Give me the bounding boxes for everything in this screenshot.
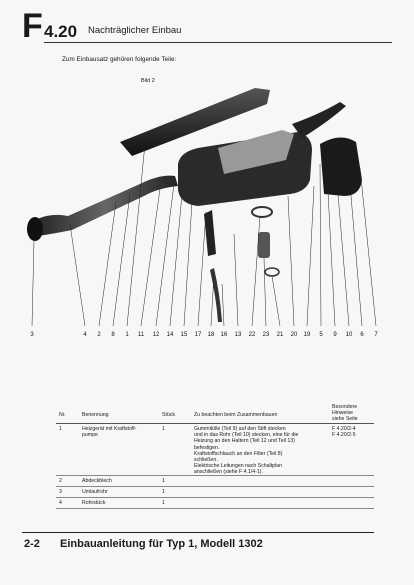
col-verweis-line: Hinweise (332, 410, 354, 417)
callout-20: 20 (290, 332, 298, 338)
callout-21: 21 (276, 332, 284, 338)
callout-12: 12 (152, 332, 160, 338)
callout-7: 7 (374, 332, 378, 338)
callout-6: 6 (360, 332, 364, 338)
parts-illustration (20, 84, 390, 344)
hinweis-line: und in das Rohr (Teil 10) stecken, eine für die (194, 432, 299, 439)
callout-22: 22 (248, 332, 256, 338)
col-benennung: Benennung (82, 412, 109, 418)
row-benennung: Umlaufrohr (82, 489, 108, 495)
row-nr: 1 (59, 426, 62, 432)
row-nr: 3 (59, 489, 62, 495)
footer-title: Einbauanleitung für Typ 1, Modell 1302 (60, 538, 263, 550)
grommet-shape (265, 268, 279, 276)
page-number: 2-2 (24, 538, 40, 550)
table-row (56, 424, 374, 476)
parts-drawing (20, 84, 390, 344)
callout-11: 11 (137, 332, 145, 338)
header-rule (44, 42, 392, 43)
page-header (22, 8, 392, 48)
col-stueck: Stück (162, 412, 175, 418)
hinweis-line: anschließen (siehe F 4.1/4-1). (194, 469, 263, 476)
row-stueck: 1 (162, 500, 165, 506)
footer-rule (22, 532, 374, 533)
clamp-shape (252, 207, 272, 217)
benennung-line: pumpe (82, 432, 98, 439)
callout-1: 1 (125, 332, 129, 338)
row-stueck: 1 (162, 426, 165, 432)
row-stueck: 1 (162, 478, 165, 484)
hinweis-line: Kraftstoffschlauch an den Filter (Teil 8) (194, 450, 283, 457)
callout-14: 14 (166, 332, 174, 338)
row-benennung: Abdeckblech (82, 478, 112, 484)
callout-23: 23 (262, 332, 270, 338)
verweis-link: F 4.20/2-5 (332, 432, 356, 439)
callout-19: 19 (303, 332, 311, 338)
col-verweis-line: Besondere (332, 404, 358, 410)
row-nr: 2 (59, 478, 62, 484)
callout-3: 3 (30, 332, 34, 338)
elbow-shape (320, 137, 362, 196)
col-verweis (332, 404, 376, 423)
callout-4: 4 (83, 332, 87, 338)
col-hinweise: Zu beachten beim Zusammenbauen (194, 412, 278, 418)
section-title: Nachträglicher Einbau (88, 25, 182, 36)
callout-5: 5 (319, 332, 323, 338)
row-hinweise (194, 426, 312, 476)
intro-text: Zum Einbausatz gehören folgende Teile: (62, 56, 177, 63)
parts-table (56, 402, 374, 509)
callout-9: 9 (333, 332, 337, 338)
hinweis-line: schließen. (194, 457, 218, 464)
row-stueck: 1 (162, 489, 165, 495)
hinweis-line: Gummitülle (Teil 9) auf den Stift stecken (194, 426, 286, 432)
circulation-pipe-shape (32, 176, 178, 236)
callout-13: 13 (234, 332, 242, 338)
col-verweis-line: siehe Seite (332, 416, 358, 423)
row-benennung (82, 426, 154, 438)
table-row (56, 476, 374, 487)
row-verweis (332, 426, 376, 438)
verweis-link: F 4.20/2-4 (332, 426, 356, 432)
table-row (56, 498, 374, 509)
callout-15: 15 (180, 332, 188, 338)
section-letter: F (22, 7, 42, 45)
hinweis-line: Heizung an den Haltern (Teil 12 und Teil 13) (194, 438, 295, 445)
table-row (56, 487, 374, 498)
callout-2: 2 (97, 332, 101, 338)
hinweis-line: befestigen. (194, 444, 220, 451)
col-nr: Nr. (59, 412, 66, 418)
table-header (56, 402, 374, 424)
row-benennung: Rohrstück (82, 500, 106, 506)
benennung-line: Heizgerät mit Kraftstoff- (82, 426, 137, 432)
callout-16: 16 (220, 332, 228, 338)
figure-caption: Bild 2 (141, 78, 155, 84)
callout-18: 18 (207, 332, 215, 338)
callout-8: 8 (111, 332, 115, 338)
callout-17: 17 (194, 332, 202, 338)
row-nr: 4 (59, 500, 62, 506)
hinweis-line: Elektrische Leitungen nach Schaltplan (194, 463, 282, 470)
filter-shape (258, 232, 270, 258)
pipe-end-shape (27, 217, 43, 241)
right-duct-shape (292, 102, 346, 138)
callout-10: 10 (345, 332, 353, 338)
section-number: 4.20 (44, 22, 78, 41)
